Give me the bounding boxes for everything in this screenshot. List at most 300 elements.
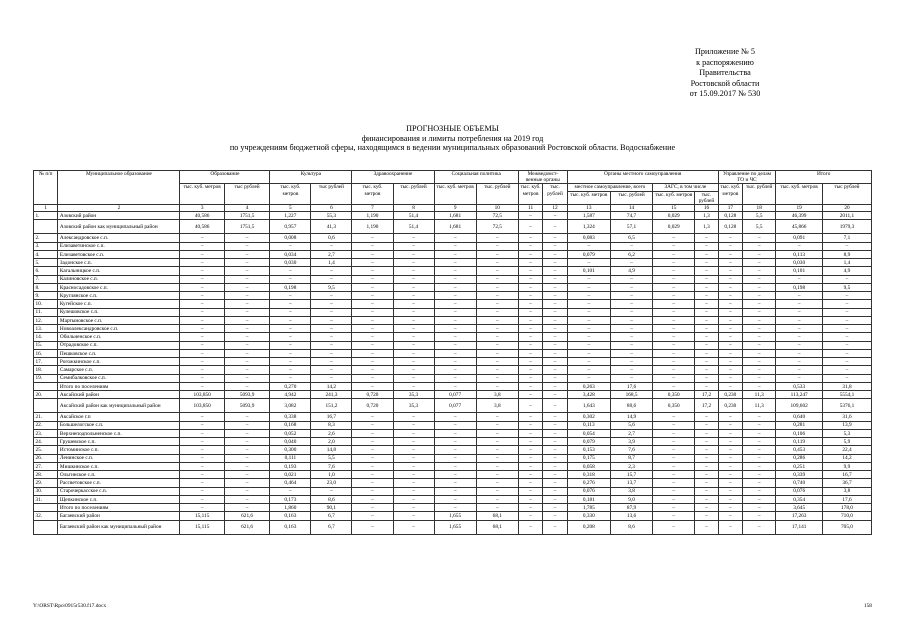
table-cell: –: [476, 462, 518, 470]
table-cell: 103,850: [180, 399, 224, 413]
table-cell: –: [393, 259, 434, 267]
table-row: [34, 471, 872, 479]
table-cell: –: [743, 283, 776, 291]
table-row: [34, 358, 872, 366]
table-cell: 2011,1: [822, 212, 871, 220]
table-cell: 57,1: [610, 220, 652, 234]
table-cell: –: [653, 520, 695, 534]
table-cell: –: [718, 382, 742, 390]
header-unit: тыс. рублей: [393, 184, 434, 205]
table-cell: 14,2: [822, 454, 871, 462]
table-cell: –: [822, 341, 871, 349]
table-cell: 5,5: [743, 220, 776, 234]
table-cell: –: [610, 259, 652, 267]
table-row: [34, 421, 872, 429]
table-cell: 1,860: [270, 504, 311, 512]
table-cell: 0,076: [776, 487, 823, 495]
table-cell: –: [393, 325, 434, 333]
table-cell: –: [180, 316, 224, 324]
header-group: Социальная политика: [434, 171, 518, 184]
table-cell: –: [695, 479, 718, 487]
table-cell: 0,6: [311, 234, 352, 242]
table-cell: 0,640: [776, 413, 823, 421]
table-cell: –: [476, 382, 518, 390]
table-cell: –: [180, 283, 224, 291]
table-cell: –: [434, 479, 476, 487]
table-cell: –: [393, 495, 434, 503]
table-cell: –: [718, 471, 742, 479]
table-cell: 35,3: [393, 399, 434, 413]
table-cell: –: [518, 438, 542, 446]
table-cell: –: [352, 429, 393, 437]
table-cell: –: [718, 333, 742, 341]
header-no: № п/п: [34, 171, 58, 205]
table-cell: –: [718, 438, 742, 446]
table-cell: –: [270, 341, 311, 349]
header-group: Управление по делам ГО и ЧС: [718, 171, 776, 184]
table-cell: –: [476, 358, 518, 366]
municipality-name: Ленинское с.п.: [58, 454, 180, 462]
table-cell: 31,6: [822, 413, 871, 421]
table-cell: –: [224, 242, 270, 250]
table-cell: 0,464: [270, 479, 311, 487]
table-cell: 17,2: [695, 391, 718, 399]
table-cell: 17,141: [776, 520, 823, 534]
table-cell: 1,643: [567, 399, 610, 413]
table-cell: –: [743, 382, 776, 390]
table-cell: –: [776, 333, 823, 341]
table-cell: –: [743, 275, 776, 283]
table-cell: –: [393, 504, 434, 512]
table-cell: –: [180, 250, 224, 258]
table-cell: 22,4: [822, 446, 871, 454]
table-cell: –: [718, 374, 742, 382]
table-cell: –: [434, 300, 476, 308]
table-row: [34, 259, 872, 267]
table-cell: 1,227: [270, 212, 311, 220]
row-number: 30.: [34, 487, 58, 495]
table-cell: 3,082: [270, 399, 311, 413]
table-cell: –: [270, 325, 311, 333]
table-row: [34, 438, 872, 446]
table-cell: –: [476, 438, 518, 446]
table-cell: 0,533: [776, 382, 823, 390]
table-cell: –: [180, 259, 224, 267]
table-cell: –: [270, 267, 311, 275]
table-cell: –: [434, 242, 476, 250]
table-cell: –: [567, 308, 610, 316]
table-cell: –: [718, 413, 742, 421]
appendix-line: Правительства: [699, 68, 751, 78]
table-cell: –: [695, 421, 718, 429]
table-cell: –: [543, 234, 567, 242]
table-cell: –: [476, 300, 518, 308]
column-number: 16: [695, 205, 718, 212]
municipality-name: Азовский район: [58, 212, 180, 220]
header-unit: тыс рублей: [224, 184, 270, 205]
table-cell: –: [352, 250, 393, 258]
table-cell: –: [434, 283, 476, 291]
table-cell: –: [776, 300, 823, 308]
table-cell: –: [434, 308, 476, 316]
table-cell: –: [224, 358, 270, 366]
table-cell: –: [822, 374, 871, 382]
table-cell: –: [352, 495, 393, 503]
municipality-name: Багаевский район как муниципальный район: [58, 520, 180, 534]
table-cell: –: [224, 454, 270, 462]
row-number: 13.: [34, 325, 58, 333]
table-cell: –: [476, 341, 518, 349]
row-number: [34, 504, 58, 512]
table-cell: –: [567, 283, 610, 291]
table-cell: –: [518, 504, 542, 512]
table-cell: –: [695, 316, 718, 324]
municipality-name: Кагальницкое с.п.: [58, 267, 180, 275]
table-cell: –: [610, 275, 652, 283]
table-cell: –: [393, 487, 434, 495]
table-cell: 9,5: [822, 283, 871, 291]
appendix-line: Приложение № 5: [695, 47, 755, 56]
table-cell: –: [476, 349, 518, 357]
table-cell: 0,029: [653, 212, 695, 220]
table-cell: –: [518, 366, 542, 374]
table-cell: 1,655: [434, 520, 476, 534]
table-cell: –: [653, 242, 695, 250]
table-cell: –: [270, 316, 311, 324]
table-cell: 1,0: [311, 471, 352, 479]
table-cell: –: [180, 275, 224, 283]
table-row: [34, 283, 872, 291]
table-cell: –: [434, 234, 476, 242]
table-cell: 17,263: [776, 512, 823, 520]
municipality-name: Большелогское с.п.: [58, 421, 180, 429]
table-cell: 2,0: [311, 438, 352, 446]
table-cell: 8,9: [822, 250, 871, 258]
table-cell: –: [543, 479, 567, 487]
table-cell: –: [180, 421, 224, 429]
table-cell: –: [224, 300, 270, 308]
table-cell: –: [743, 374, 776, 382]
table-cell: 1,655: [434, 512, 476, 520]
table-cell: –: [695, 341, 718, 349]
header-unit: тыс. куб. метров: [434, 184, 476, 205]
row-number: 4.: [34, 250, 58, 258]
table-cell: –: [567, 358, 610, 366]
table-cell: –: [224, 429, 270, 437]
table-cell: –: [224, 421, 270, 429]
table-cell: –: [476, 292, 518, 300]
table-cell: –: [610, 300, 652, 308]
table-cell: –: [518, 283, 542, 291]
table-cell: 113,247: [776, 391, 823, 399]
table-cell: 15,115: [180, 520, 224, 534]
table-cell: –: [476, 471, 518, 479]
table-cell: –: [434, 275, 476, 283]
table-cell: 11,3: [743, 399, 776, 413]
table-cell: –: [180, 382, 224, 390]
table-cell: –: [224, 234, 270, 242]
table-cell: –: [393, 366, 434, 374]
header-unit: тыс. рублей: [695, 191, 718, 204]
table-cell: –: [543, 382, 567, 390]
table-cell: –: [476, 234, 518, 242]
table-cell: –: [776, 358, 823, 366]
table-cell: –: [393, 333, 434, 341]
table-cell: –: [543, 504, 567, 512]
table-cell: –: [695, 267, 718, 275]
table-cell: –: [270, 374, 311, 382]
table-cell: –: [610, 283, 652, 291]
table-cell: –: [610, 374, 652, 382]
column-number: 5: [270, 205, 311, 212]
municipality-name: Итого по поселениям: [58, 382, 180, 390]
table-cell: 8,3: [311, 421, 352, 429]
table-cell: –: [543, 462, 567, 470]
table-cell: –: [393, 462, 434, 470]
table-cell: 0,008: [270, 234, 311, 242]
table-cell: –: [543, 325, 567, 333]
table-cell: –: [543, 275, 567, 283]
table-cell: –: [543, 300, 567, 308]
table-cell: –: [743, 479, 776, 487]
table-cell: –: [393, 413, 434, 421]
table-cell: 6,7: [311, 520, 352, 534]
municipality-name: Ольгинское с.п.: [58, 471, 180, 479]
table-cell: –: [180, 471, 224, 479]
table-cell: 0,193: [270, 462, 311, 470]
table-cell: –: [718, 462, 742, 470]
table-cell: –: [718, 267, 742, 275]
table-cell: –: [352, 242, 393, 250]
table-cell: –: [352, 454, 393, 462]
table-cell: –: [476, 333, 518, 341]
table-cell: –: [434, 504, 476, 512]
municipality-name: Рогожкинское с.п.: [58, 358, 180, 366]
table-cell: –: [270, 349, 311, 357]
table-row: [34, 300, 872, 308]
table-cell: –: [476, 374, 518, 382]
table-cell: –: [567, 300, 610, 308]
table-cell: –: [518, 487, 542, 495]
table-cell: –: [518, 325, 542, 333]
table-cell: –: [393, 234, 434, 242]
header-group: Органы местного самоуправления: [567, 171, 718, 184]
table-cell: –: [695, 454, 718, 462]
table-cell: 0,270: [270, 382, 311, 390]
table-cell: –: [311, 267, 352, 275]
table-cell: 2,7: [311, 250, 352, 258]
header-unit: тыс. рублей: [743, 184, 776, 205]
appendix-line: к распоряжению: [696, 57, 754, 67]
table-cell: –: [776, 349, 823, 357]
table-row: [34, 250, 872, 258]
table-cell: –: [311, 300, 352, 308]
table-cell: 5376,1: [822, 399, 871, 413]
table-cell: –: [695, 413, 718, 421]
table-cell: 0,168: [270, 421, 311, 429]
table-cell: –: [718, 275, 742, 283]
table-cell: –: [653, 487, 695, 495]
table-cell: –: [180, 374, 224, 382]
table-cell: –: [743, 413, 776, 421]
table-cell: –: [352, 234, 393, 242]
table-cell: 3,428: [567, 391, 610, 399]
table-cell: –: [224, 333, 270, 341]
row-number: 15.: [34, 341, 58, 349]
table-cell: –: [476, 479, 518, 487]
table-cell: 16,7: [822, 471, 871, 479]
column-number: 7: [352, 205, 393, 212]
table-cell: –: [518, 382, 542, 390]
table-cell: –: [543, 512, 567, 520]
table-cell: 74,7: [610, 212, 652, 220]
table-cell: 1,681: [434, 212, 476, 220]
row-number: 24.: [34, 438, 58, 446]
table-cell: –: [743, 429, 776, 437]
table-cell: –: [180, 308, 224, 316]
table-cell: 2,6: [311, 429, 352, 437]
table-cell: –: [434, 250, 476, 258]
table-cell: –: [743, 358, 776, 366]
table-cell: 1,3: [695, 212, 718, 220]
table-cell: 621,6: [224, 520, 270, 534]
table-row: [34, 479, 872, 487]
table-cell: 1,681: [434, 220, 476, 234]
table-cell: –: [718, 358, 742, 366]
table-cell: 0,128: [718, 212, 742, 220]
table-cell: –: [543, 421, 567, 429]
table-cell: –: [180, 504, 224, 512]
table-cell: 5093,9: [224, 391, 270, 399]
table-cell: –: [743, 454, 776, 462]
table-cell: –: [543, 283, 567, 291]
table-cell: –: [393, 446, 434, 454]
table-cell: –: [743, 438, 776, 446]
table-cell: –: [311, 358, 352, 366]
table-cell: –: [393, 308, 434, 316]
table-cell: –: [518, 212, 542, 220]
table-cell: –: [695, 512, 718, 520]
table-cell: –: [695, 275, 718, 283]
table-cell: –: [518, 316, 542, 324]
table-cell: –: [543, 438, 567, 446]
table-row: [34, 429, 872, 437]
table-cell: –: [518, 259, 542, 267]
table-cell: 35,3: [393, 391, 434, 399]
table-cell: –: [393, 471, 434, 479]
table-cell: –: [311, 341, 352, 349]
table-cell: –: [653, 471, 695, 479]
table-cell: –: [311, 366, 352, 374]
column-number: 12: [543, 205, 567, 212]
row-number: 27.: [34, 462, 58, 470]
table-cell: –: [718, 300, 742, 308]
table-cell: –: [695, 366, 718, 374]
municipality-name: Елизаветинское с.п.: [58, 242, 180, 250]
column-number: 8: [393, 205, 434, 212]
table-cell: 3,8: [476, 399, 518, 413]
table-cell: –: [224, 267, 270, 275]
table-cell: 0,350: [653, 391, 695, 399]
table-cell: 0,276: [567, 479, 610, 487]
table-cell: –: [653, 300, 695, 308]
table-cell: –: [743, 520, 776, 534]
table-cell: 0,101: [776, 267, 823, 275]
table-cell: 46,399: [776, 212, 823, 220]
table-cell: –: [180, 454, 224, 462]
table-cell: –: [567, 242, 610, 250]
table-cell: –: [543, 267, 567, 275]
table-cell: 5,6: [610, 421, 652, 429]
table-cell: –: [543, 250, 567, 258]
table-cell: –: [822, 308, 871, 316]
table-cell: –: [543, 471, 567, 479]
table-cell: –: [224, 292, 270, 300]
table-cell: 90,1: [311, 504, 352, 512]
row-number: 29.: [34, 479, 58, 487]
table-cell: –: [434, 366, 476, 374]
table-cell: –: [393, 382, 434, 390]
table-cell: –: [180, 292, 224, 300]
table-cell: –: [653, 234, 695, 242]
table-cell: –: [653, 259, 695, 267]
table-cell: –: [434, 471, 476, 479]
table-cell: –: [695, 504, 718, 512]
table-cell: 0,052: [270, 429, 311, 437]
table-cell: 14,9: [610, 413, 652, 421]
table-cell: –: [352, 421, 393, 429]
table-cell: –: [352, 512, 393, 520]
table-cell: –: [224, 413, 270, 421]
table-cell: –: [822, 292, 871, 300]
table-cell: –: [743, 259, 776, 267]
table-cell: –: [743, 234, 776, 242]
table-cell: –: [822, 366, 871, 374]
table-cell: 0,079: [567, 438, 610, 446]
table-cell: –: [543, 495, 567, 503]
table-cell: –: [393, 429, 434, 437]
municipality-name: Аксайский район как муниципальный район: [58, 399, 180, 413]
table-cell: –: [476, 495, 518, 503]
table-cell: –: [543, 399, 567, 413]
document-title: [0, 124, 905, 153]
table-cell: –: [311, 333, 352, 341]
table-cell: 0,058: [567, 462, 610, 470]
table-cell: 45,866: [776, 220, 823, 234]
table-cell: 9,9: [822, 462, 871, 470]
table-cell: –: [718, 421, 742, 429]
table-cell: –: [718, 504, 742, 512]
table-cell: –: [695, 374, 718, 382]
table-cell: –: [224, 471, 270, 479]
municipality-name: Кугейское с.п.: [58, 300, 180, 308]
table-cell: –: [776, 316, 823, 324]
table-cell: –: [518, 275, 542, 283]
column-numbers-row: [34, 205, 872, 212]
table-body: [34, 212, 872, 535]
table-row: [34, 275, 872, 283]
table-cell: –: [311, 325, 352, 333]
table-cell: –: [476, 487, 518, 495]
table-cell: –: [653, 366, 695, 374]
table-cell: –: [352, 292, 393, 300]
table-cell: –: [352, 438, 393, 446]
table-cell: –: [518, 234, 542, 242]
table-cell: 5093,9: [224, 399, 270, 413]
table-cell: –: [270, 333, 311, 341]
row-number: 21.: [34, 413, 58, 421]
table-cell: –: [224, 250, 270, 258]
